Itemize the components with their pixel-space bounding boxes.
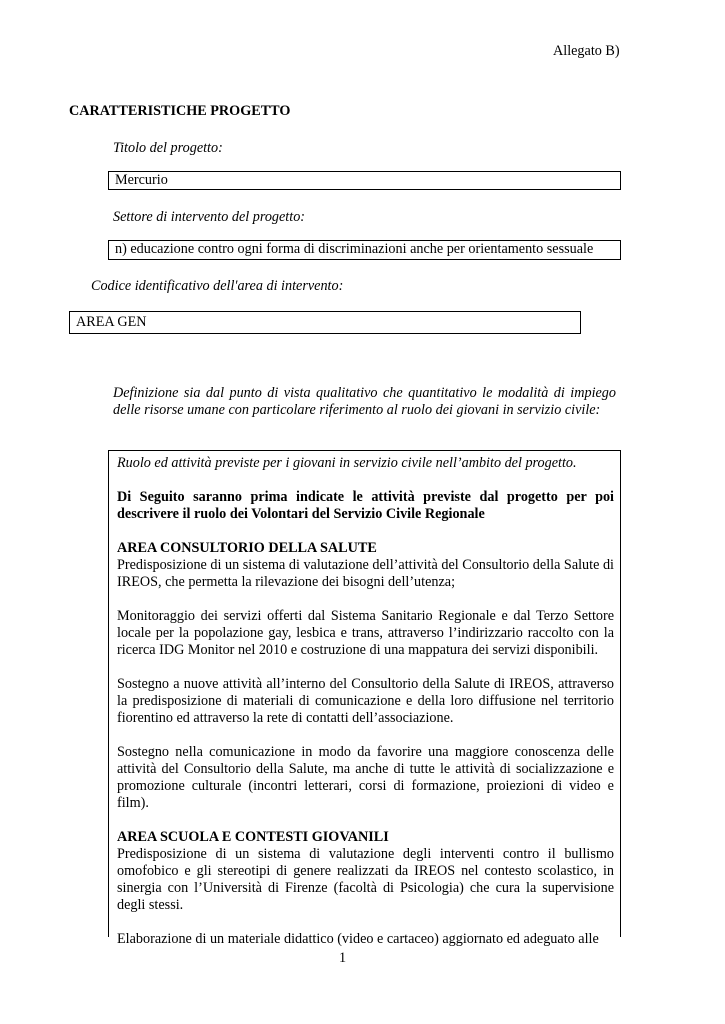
codice-value: AREA GEN (76, 314, 147, 330)
codice-field (69, 311, 581, 334)
titolo-value: Mercurio (115, 172, 168, 188)
ruolo-seguito: Di Seguito saranno prima indicate le attività previste dal progetto per poi descrivere il ruolo dei Volontari del Servizio Civile Regionale (117, 489, 614, 522)
settore-label: Settore di intervento del progetto: (113, 209, 306, 225)
ruolo-box (108, 450, 621, 947)
area1-paragraph-2: Monitoraggio dei servizi offerti dal Sistema Sanitario Regionale e dal Terzo Settore locale per la popolazione gay, lesbica e trans, attraverso l’indirizzario raccolto con la ricerca IDG Monitor nel 2010 e costruzione di una mappatura dei servizi disponibili. (117, 608, 614, 658)
area2-title: AREA SCUOLA E CONTESTI GIOVANILI (117, 829, 389, 845)
area1-paragraph-1: Predisposizione di un sistema di valutazione dell’attività del Consultorio della Salute di IREOS, che permetta la rilevazione dei bisogni dell’utenza; (117, 557, 614, 590)
area1-paragraph-4: Sostegno nella comunicazione in modo da favorire una maggiore conoscenza delle attività del Consultorio della Salute, ma anche di tutte le attività di socializzazione e promozione culturale (incontri letterari, corsi di formazione, proiezioni di video e film). (117, 744, 614, 811)
area2-paragraph-1: Predisposizione di un sistema di valutazione degli interventi contro il bullismo omofobico e gli stereotipi di genere realizzati da IREOS nel contesto scolastico, in sinergia con l’Università di Firenze (facoltà di Psicologia) che cura la supervisione degli stessi. (117, 846, 614, 913)
page-title: CARATTERISTICHE PROGETTO (69, 103, 291, 119)
settore-value: n) educazione contro ogni forma di discriminazioni anche per orientamento sessuale (115, 241, 594, 257)
allegato-label: Allegato B) (553, 43, 620, 59)
area1-title: AREA CONSULTORIO DELLA SALUTE (117, 540, 377, 556)
page-number: 1 (339, 950, 347, 966)
area1-paragraph-3: Sostegno a nuove attività all’interno del Consultorio della Salute di IREOS, attraverso la predisposizione di materiali di comunicazione e della loro diffusione nel territorio fiorentino ed attraverso la rete di contatti dell’associazione. (117, 676, 614, 726)
area2-paragraph-2: Elaborazione di un materiale didattico (video e cartaceo) aggiornato ed adeguato alle (117, 931, 599, 947)
ruolo-intro: Ruolo ed attività previste per i giovani in servizio civile nell’ambito del progetto. (117, 455, 577, 471)
codice-label: Codice identificativo dell'area di intervento: (91, 278, 344, 294)
titolo-label: Titolo del progetto: (113, 140, 223, 156)
settore-field (108, 240, 621, 260)
definizione-text: Definizione sia dal punto di vista qualitativo che quantitativo le modalità di impiego delle risorse umane con particolare riferimento al ruolo dei giovani in servizio civile: (113, 385, 616, 418)
titolo-field (108, 171, 621, 190)
